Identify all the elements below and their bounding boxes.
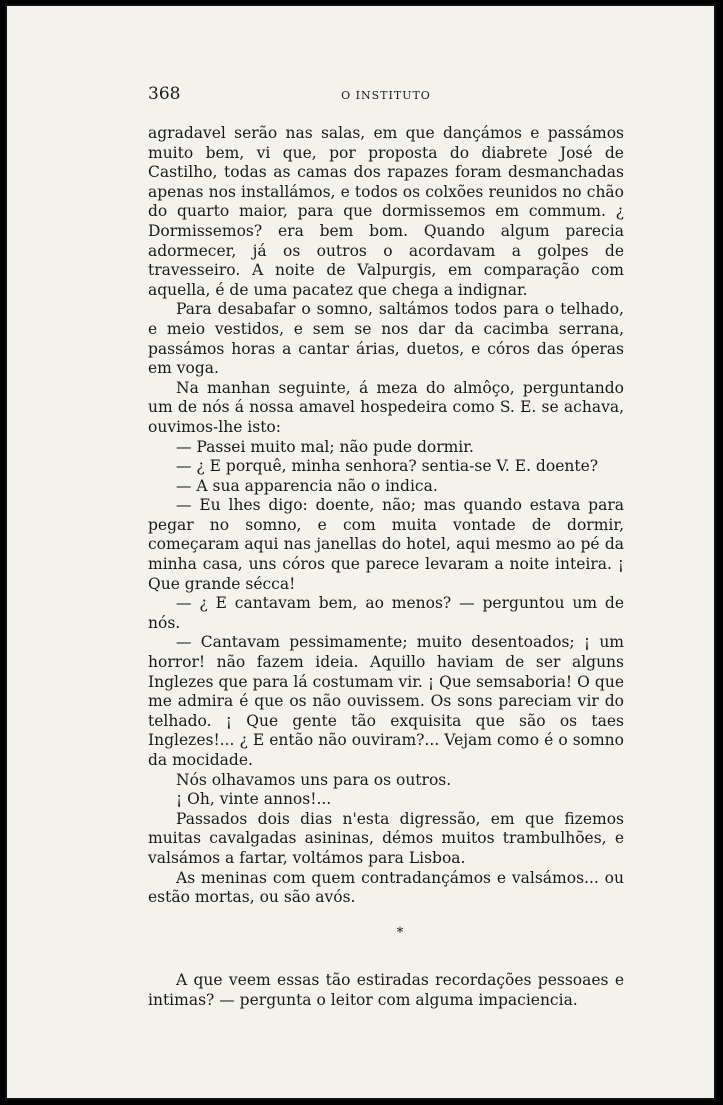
dialogue-line: — ¿ E porquê, minha senhora? sentia-se V. E. doente? — [176, 457, 599, 476]
page-header — [148, 84, 624, 108]
paragraph: Na manhan seguinte, á meza do almôço, perguntando um de nós á nossa amavel hospedeira como S. E. se achava, ouvimos-lhe isto: — [148, 378, 624, 436]
paragraph: ¡ Oh, vinte annos!... — [176, 790, 332, 809]
dialogue-line: — Cantavam pessimamente; muito desentoados; ¡ um horror! não fazem ideia. Aquillo haviam de ser alguns Inglezes que para lá costumam vir. ¡ Que semsaboria! O que me admira é que os não ouvissem. Os sons pareciam vir do telhado. ¡ Que gente tão exquisita que são os taes Inglezes!... ¿ E então não ouviram?... Vejam como é o somno da mocidade. — [148, 633, 624, 769]
paragraph: Para desabafar o somno, saltámos todos para o telhado, e meio vestidos, e sem se nos dar da cacimba serrana, passámos horas a cantar árias, duetos, e córos das óperas em voga. — [148, 300, 624, 378]
paragraph: As meninas com quem contradançámos e valsámos... ou estão mortas, ou são avós. — [148, 868, 624, 907]
dialogue-line: — ¿ E cantavam bem, ao menos? — perguntou um de nós. — [148, 594, 624, 632]
page-number: 368 — [148, 84, 181, 104]
dialogue-line: — Passei muito mal; não pude dormir. — [176, 437, 474, 456]
paragraph: Passados dois dias n'esta digressão, em que fizemos muitas cavalgadas asininas, démos muitos trambulhões, e valsámos a fartar, voltámos para Lisboa. — [148, 809, 624, 867]
paragraph: A que veem essas tão estiradas recordações pessoaes e intimas? — pergunta o leitor com alguma impaciencia. — [148, 971, 624, 1009]
dialogue-line: — A sua apparencia não o indica. — [176, 476, 438, 495]
body-text — [148, 124, 624, 1011]
section-break-ornament: * — [396, 924, 404, 941]
paragraph: Nós olhavamos uns para os outros. — [176, 770, 452, 789]
dialogue-line: — Eu lhes digo: doente, não; mas quando estava para pegar no somno, e com muita vontade de dormir, começaram aqui nas janellas do hotel, aqui mesmo ao pé da minha casa, uns córos que parece levaram a noite inteira. ¡ Que grande sécca! — [148, 496, 624, 593]
running-title: O INSTITUTO — [341, 89, 431, 102]
paragraph: agradavel serão nas salas, em que dançámos e passámos muito bem, vi que, por proposta do diabrete José de Castilho, todas as camas dos rapazes foram desmanchadas apenas nos installámos, e todos os colxões reunidos no chão do quarto maior, para que dormissemos em commum. ¿ Dormissemos? era bem bom. Quando algum parecia adormecer, já os outros o acordavam a golpes de travesseiro. A noite de Valpurgis, em comparação com aquella, é de uma pacatez que chega a indignar. — [148, 124, 624, 299]
